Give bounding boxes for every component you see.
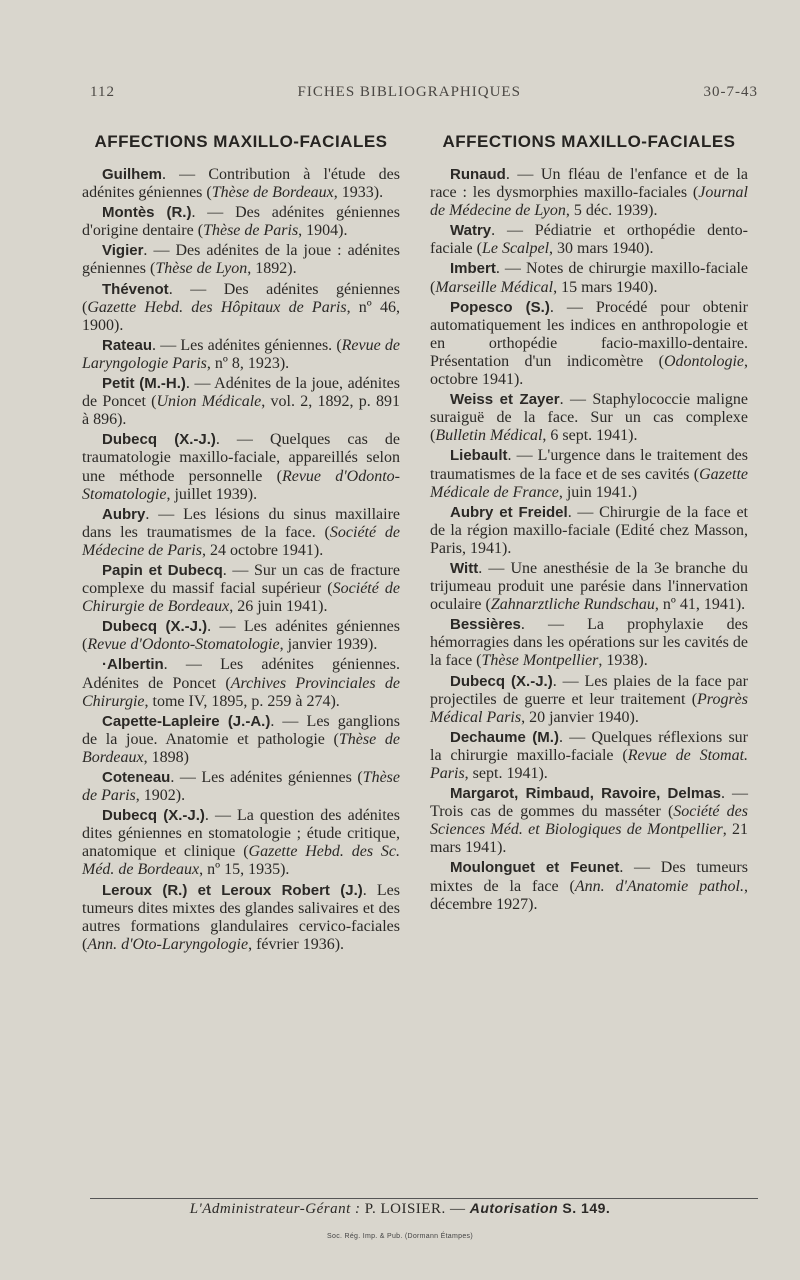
bibliography-entry: [82, 656, 400, 710]
bibliography-entry: [430, 222, 748, 258]
entry-tail: , 26 juin 1941).: [229, 598, 328, 616]
entry-tail: , nº 8, 1923).: [206, 354, 290, 372]
entry-text: . — Procédé pour obtenir automatiquement les indices en anthropologie et en orthopédie facio-maxillo-dentaire. Présentation d'un indicomètre (: [430, 298, 748, 370]
entry-tail: , 20 janvier 1940).: [521, 708, 639, 726]
bibliography-entry: [82, 166, 400, 202]
entry-tail: , 1938).: [598, 652, 648, 670]
entry-author: Leroux (R.) et Leroux Robert (J.): [102, 881, 363, 899]
entry-text: . — Pédiatrie et orthopédie dento-faciale (: [430, 222, 748, 258]
entry-source: Thèse de Paris: [82, 769, 400, 805]
bibliography-entry: [82, 562, 400, 616]
entry-text: . — Les adénites géniennes (: [82, 618, 400, 654]
entry-source: Journal de Médecine de Lyon: [430, 184, 748, 220]
entry-source: Société de Médecine de Paris: [82, 523, 400, 559]
entry-tail: , nº 41, 1941).: [654, 596, 746, 614]
entry-source: Thèse de Bordeaux: [82, 730, 400, 766]
entry-author: Runaud: [450, 166, 506, 183]
entry-author: Rateau: [102, 336, 153, 354]
entry-author: Moulonguet et Feunet: [450, 859, 620, 877]
entry-source: Marseille Médical: [435, 278, 554, 296]
footer-rule: [90, 1198, 758, 1199]
entry-text: . Les tumeurs dites mixtes des glandes salivaires et des autres formations glandulaires cervico-faciales (: [82, 881, 400, 953]
entry-text: . — Contribution à l'étude des adénites géniennes (: [82, 166, 400, 202]
entry-author: Vigier: [102, 242, 144, 260]
entry-author: Bessières: [450, 616, 521, 634]
bibliography-entry: [82, 204, 400, 240]
entry-tail: , janvier 1939).: [279, 636, 378, 654]
entry-author: Aubry et Freidel: [450, 503, 568, 521]
entry-text: . — Les adénites géniennes. (: [152, 336, 342, 354]
entry-tail: , 15 mars 1940).: [553, 278, 658, 296]
left-column-title: AFFECTIONS MAXILLO-FACIALES: [94, 132, 388, 151]
entry-source: Zahnarztliche Rundschau: [490, 596, 655, 614]
bibliography-entry: [82, 807, 400, 879]
entry-author: Capette-Lapleire (J.-A.): [102, 712, 271, 730]
entry-text: . — Les adénites géniennes. Adénites de Poncet (: [82, 656, 400, 692]
entry-author: Thévenot: [102, 280, 169, 298]
entry-tail: , 1933).: [333, 184, 384, 202]
entry-tail: , 1904).: [298, 222, 348, 240]
entry-author: Guilhem: [102, 166, 163, 183]
bibliography-entry: [430, 166, 748, 220]
issue-date: 30-7-43: [703, 84, 758, 100]
entry-author: Dubecq (X.-J.): [102, 618, 208, 636]
footer-name: P. LOISIER.: [364, 1201, 446, 1217]
entry-text: . — Un fléau de l'enfance et de la race : les dysmorphies maxillo-faciales (: [430, 166, 748, 202]
entry-text: . — Sur un cas de fracture complexe du massif facial supérieur (: [82, 561, 400, 598]
left-entries: [82, 166, 400, 954]
bibliography-entry: [430, 729, 748, 783]
entry-source: Archives Provinciales de Chirurgie: [82, 674, 400, 710]
bibliography-entry: [82, 882, 400, 954]
entry-tail: , vol. 2, 1892, p. 891 à 896).: [82, 393, 400, 429]
left-column: [82, 132, 400, 956]
entry-text: . — Chirurgie de la face et de la région maxillo-faciale (Edité chez Masson, Paris, 1941).: [430, 503, 748, 557]
bibliography-entry: [430, 391, 748, 445]
entry-author: Dechaume (M.): [450, 728, 559, 746]
entry-author: Watry: [450, 222, 492, 240]
entry-text: . — Quelques réflexions sur la chirurgie maxillo-faciale (: [430, 728, 749, 764]
bibliography-entry: [82, 337, 400, 373]
entry-source: Ann. d'Oto-Laryngologie: [87, 935, 249, 953]
entry-source: Société des Sciences Méd. et Biologiques de Montpellier: [430, 803, 748, 839]
entry-text: . — La question des adénites dites géniennes en stomatologie ; étude critique, anatomique et clinique (: [82, 807, 401, 861]
bibliography-entry: [430, 785, 748, 857]
page-header: [90, 84, 758, 101]
footer-auth: Autorisation: [469, 1200, 559, 1216]
bibliography-entry: [82, 242, 400, 278]
entry-author: Popesco (S.): [450, 298, 550, 316]
bibliography-entry: [430, 447, 748, 501]
entry-text: . — Trois cas de gommes du masséter (: [430, 785, 748, 821]
entry-author: ·Albertin: [102, 656, 164, 674]
entry-source: Revue de Laryngologie Paris: [82, 336, 400, 372]
entry-author: Witt: [450, 559, 479, 577]
entry-source: Bulletin Médical: [435, 427, 543, 445]
entry-source: Gazette Hebd. des Hôpitaux de Paris: [87, 298, 347, 316]
entry-tail: , 21 mars 1941).: [430, 821, 748, 857]
bibliography-entry: [430, 616, 748, 670]
entry-author: Coteneau: [102, 769, 171, 786]
bibliography-entry: [430, 560, 748, 614]
entry-source: Thèse de Paris: [203, 222, 299, 240]
bibliography-entry: [82, 713, 400, 767]
entry-source: Thèse Montpellier: [481, 652, 599, 670]
entry-author: Weiss et Zayer: [450, 391, 560, 409]
bibliography-entry: [430, 260, 748, 296]
entry-source: Revue d'Odonto-Stomatologie: [87, 636, 280, 654]
entry-text: . — Les lésions du sinus maxillaire dans les traumatismes de la face. (: [82, 505, 400, 541]
entry-tail: , 5 déc. 1939).: [565, 202, 658, 220]
entry-text: . — Notes de chirurgie maxillo-faciale (: [430, 260, 748, 296]
entry-source: Progrès Médical Paris: [430, 690, 748, 726]
entry-author: Dubecq (X.-J.): [102, 431, 216, 449]
footer-role: L'Administrateur-Gérant :: [189, 1201, 361, 1217]
entry-author: Aubry: [102, 505, 146, 523]
entry-text: . — Staphylococcie maligne suraiguë de la face. Sur un cas complexe (: [430, 391, 749, 445]
bibliography-entry: [430, 859, 748, 913]
entry-author: Liebault: [450, 447, 508, 465]
entry-author: Petit (M.-H.): [102, 375, 186, 393]
entry-source: Gazette Médicale de France: [430, 465, 748, 501]
entry-source: Revue de Stomat. Paris: [430, 746, 749, 782]
bibliography-entry: [82, 375, 400, 429]
entry-text: . — La prophylaxie des hémorragies dans les opérations sur les cavités de la face (: [430, 616, 748, 670]
entry-source: Société de Chirurgie de Bordeaux: [82, 580, 400, 616]
entry-text: . — Une anesthésie de la 3e branche du trijumeau produit une parésie dans l'innervation oculaire (: [430, 559, 748, 614]
entry-tail: , juin 1941.): [558, 483, 638, 501]
bibliography-entry: [82, 506, 400, 560]
entry-tail: , tome IV, 1895, p. 259 à 274).: [144, 692, 340, 710]
entry-tail: , décembre 1927).: [430, 877, 749, 913]
bibliography-entry: [82, 431, 400, 503]
entry-tail: , février 1936).: [248, 935, 345, 953]
entry-text: . — L'urgence dans le traitement des traumatismes de la face et de ses cavités (: [430, 447, 748, 483]
entry-text: . — Des adénites géniennes d'origine dentaire (: [82, 204, 400, 240]
bibliography-entry: [430, 299, 748, 389]
right-column-title: AFFECTIONS MAXILLO-FACIALES: [442, 132, 736, 151]
entry-author: Papin et Dubecq: [102, 561, 223, 579]
entry-tail: , 1892).: [247, 260, 297, 278]
footer-dash: —: [449, 1201, 466, 1217]
bibliography-entry: [82, 769, 400, 805]
entry-author: Dubecq (X.-J.): [102, 807, 205, 825]
entry-tail: , nº 15, 1935).: [199, 861, 290, 879]
entry-text: . — Les ganglions de la joue. Anatomie et pathologie (: [82, 712, 400, 748]
entry-source: Thèse de Bordeaux: [211, 184, 334, 202]
entry-text: . — Les adénites géniennes (: [170, 769, 363, 786]
entry-source: Gazette Hebd. des Sc. Méd. de Bordeaux: [82, 843, 400, 879]
entry-source: Ann. d'Anatomie pathol.: [574, 877, 745, 895]
entry-tail: , 1898): [143, 748, 189, 766]
entry-text: . — Des adénites de la joue : adénites géniennes (: [82, 242, 400, 278]
entry-tail: , nº 46, 1900).: [82, 298, 400, 334]
entry-tail: , 1902).: [135, 787, 186, 805]
right-column: [430, 132, 748, 916]
entry-author: Imbert: [450, 260, 496, 278]
entry-source: Le Scalpel: [481, 240, 550, 258]
entry-source: Odontologie: [664, 352, 744, 370]
running-title: FICHES BIBLIOGRAPHIQUES: [297, 84, 521, 100]
footer-line: [0, 1200, 800, 1218]
bibliography-entry: [430, 673, 748, 727]
page-number: 112: [90, 84, 115, 100]
entry-tail: , octobre 1941).: [430, 352, 748, 389]
entry-text: . — Adénites de la joue, adénites de Poncet (: [82, 375, 400, 411]
right-entries: [430, 166, 748, 914]
entry-tail: , 24 octobre 1941).: [201, 541, 324, 559]
entry-text: . — Quelques cas de traumatologie maxillo-faciale, appareillés selon une méthode personnelle (: [82, 431, 401, 485]
entry-text: . — Des adénites géniennes (: [82, 280, 400, 316]
bibliography-entry: [430, 504, 748, 558]
bibliography-entry: [82, 618, 400, 654]
entry-source: Revue d'Odonto-Stomatologie: [82, 467, 401, 503]
entry-tail: , sept. 1941).: [464, 765, 548, 782]
entry-author: Montès (R.): [102, 204, 192, 222]
entry-text: . — Des tumeurs mixtes de la face (: [430, 859, 748, 895]
entry-tail: , 30 mars 1940).: [549, 240, 654, 258]
printer-credit: Soc. Rég. Imp. & Pub. (Dormann Étampes): [327, 1233, 473, 1240]
footer-auth-num: S. 149.: [562, 1200, 611, 1216]
entry-author: Dubecq (X.-J.): [450, 672, 553, 690]
entry-source: Union Médicale: [156, 393, 262, 411]
entry-author: Margarot, Rimbaud, Ravoire, Delmas: [450, 785, 721, 803]
entry-tail: , 6 sept. 1941).: [542, 427, 638, 445]
bibliography-entry: [82, 281, 400, 335]
entry-source: Thèse de Lyon: [155, 260, 248, 278]
entry-text: . — Les plaies de la face par projectiles de guerre et leur traitement (: [430, 672, 748, 708]
entry-tail: , juillet 1939).: [166, 485, 258, 503]
